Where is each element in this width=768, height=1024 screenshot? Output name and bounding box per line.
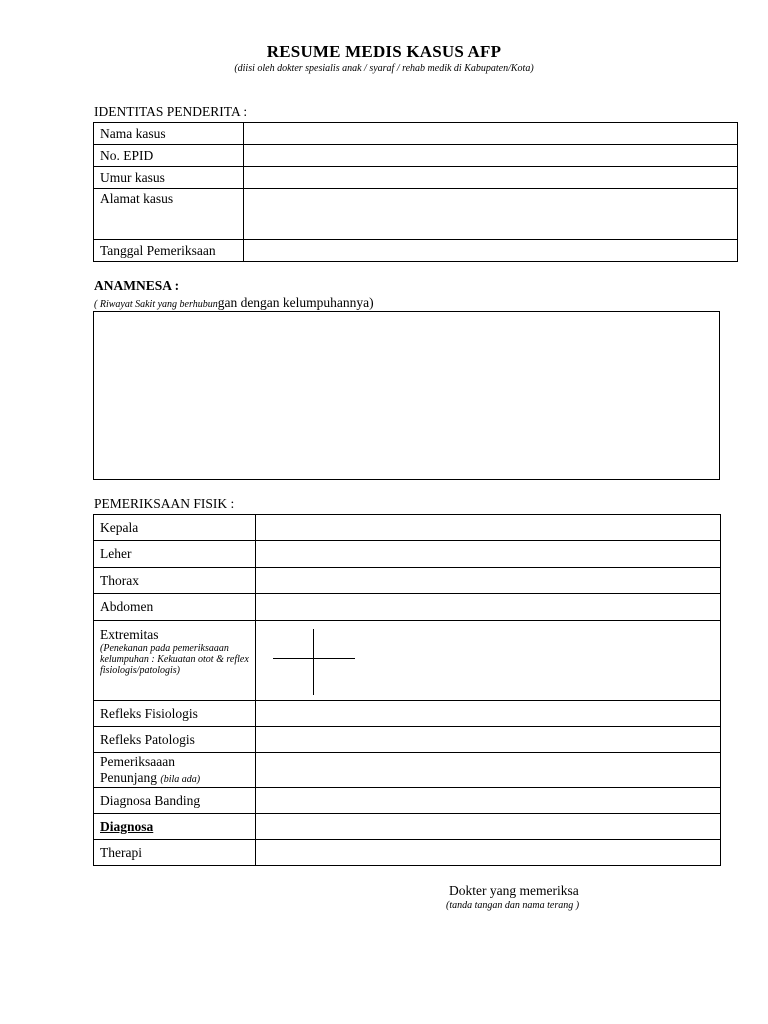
kepala-label: Kepala — [94, 515, 256, 541]
diagnosa-field[interactable] — [256, 814, 721, 840]
umur-kasus-field[interactable] — [244, 167, 738, 189]
anamnesa-heading: ANAMNESA : — [94, 278, 180, 293]
table-row — [94, 701, 721, 727]
refleks-patologis-field[interactable] — [256, 727, 721, 753]
pemeriksaan-heading: PEMERIKSAAN FISIK : — [94, 496, 235, 511]
diagnosa-label-cell — [94, 814, 256, 840]
leher-label: Leher — [94, 541, 256, 568]
table-row — [94, 753, 721, 788]
table-row — [94, 541, 721, 568]
penunjang-label-line2 — [100, 770, 249, 786]
document-subtitle: (diisi oleh dokter spesialis anak / syaraf / rehab medik di Kabupaten/Kota) — [234, 63, 534, 74]
anamnesa-note-italic: Riwayat Sakit yang berhubun — [99, 299, 218, 310]
table-row — [94, 189, 738, 240]
anamnesa-note — [94, 295, 374, 311]
identitas-heading: IDENTITAS PENDERITA : — [94, 104, 248, 119]
no-epid-label: No. EPID — [94, 145, 244, 167]
diagnosa-banding-label: Diagnosa Banding — [94, 788, 256, 814]
extremitas-cross-vertical-line — [313, 629, 314, 695]
signature-note: (tanda tangan dan nama terang ) — [446, 900, 580, 911]
thorax-field[interactable] — [256, 568, 721, 594]
table-row — [94, 240, 738, 262]
document-title: RESUME MEDIS KASUS AFP — [266, 42, 502, 61]
table-row — [94, 814, 721, 840]
table-row — [94, 123, 738, 145]
nama-kasus-field[interactable] — [244, 123, 738, 145]
table-row — [94, 167, 738, 189]
tanggal-pemeriksaan-label: Tanggal Pemeriksaan — [94, 240, 244, 262]
signature-label: Dokter yang memeriksa — [449, 883, 579, 898]
refleks-fisiologis-field[interactable] — [256, 701, 721, 727]
tanggal-pemeriksaan-field[interactable] — [244, 240, 738, 262]
table-row — [94, 594, 721, 621]
therapi-field[interactable] — [256, 840, 721, 866]
extremitas-label-cell — [94, 621, 256, 701]
abdomen-field[interactable] — [256, 594, 721, 621]
refleks-patologis-label: Refleks Patologis — [94, 727, 256, 753]
therapi-label: Therapi — [94, 840, 256, 866]
penunjang-label-cell — [94, 753, 256, 788]
table-row — [94, 621, 721, 701]
extremitas-cross-horizontal-line — [273, 658, 355, 659]
leher-field[interactable] — [256, 541, 721, 568]
table-row — [94, 568, 721, 594]
no-epid-field[interactable] — [244, 145, 738, 167]
penunjang-field[interactable] — [256, 753, 721, 788]
penunjang-note: (bila ada) — [160, 774, 201, 785]
anamnesa-text-area[interactable] — [93, 311, 720, 480]
kepala-field[interactable] — [256, 515, 721, 541]
diagnosa-banding-field[interactable] — [256, 788, 721, 814]
table-row — [94, 840, 721, 866]
table-row — [94, 727, 721, 753]
alamat-kasus-label: Alamat kasus — [94, 189, 244, 240]
anamnesa-note-open: ( — [94, 299, 100, 310]
umur-kasus-label: Umur kasus — [94, 167, 244, 189]
identitas-table — [93, 122, 738, 262]
alamat-kasus-field[interactable] — [244, 189, 738, 240]
penunjang-label: Penunjang — [100, 770, 157, 785]
penunjang-label-line1: Pemeriksaaan — [100, 754, 175, 769]
extremitas-label: Extremitas — [100, 627, 159, 642]
nama-kasus-label: Nama kasus — [94, 123, 244, 145]
extremitas-field[interactable] — [256, 621, 721, 701]
refleks-fisiologis-label: Refleks Fisiologis — [94, 701, 256, 727]
table-row — [94, 788, 721, 814]
thorax-label: Thorax — [94, 568, 256, 594]
extremitas-note: (Penekanan pada pemeriksaaan kelumpuhan : Kekuatan otot & reflex fisiologis/patologis) — [100, 643, 249, 676]
diagnosa-label: Diagnosa — [100, 818, 154, 834]
table-row — [94, 145, 738, 167]
table-row — [94, 515, 721, 541]
anamnesa-note-rest: gan dengan kelumpuhannya) — [217, 295, 374, 310]
pemeriksaan-table — [93, 514, 721, 866]
abdomen-label: Abdomen — [94, 594, 256, 621]
